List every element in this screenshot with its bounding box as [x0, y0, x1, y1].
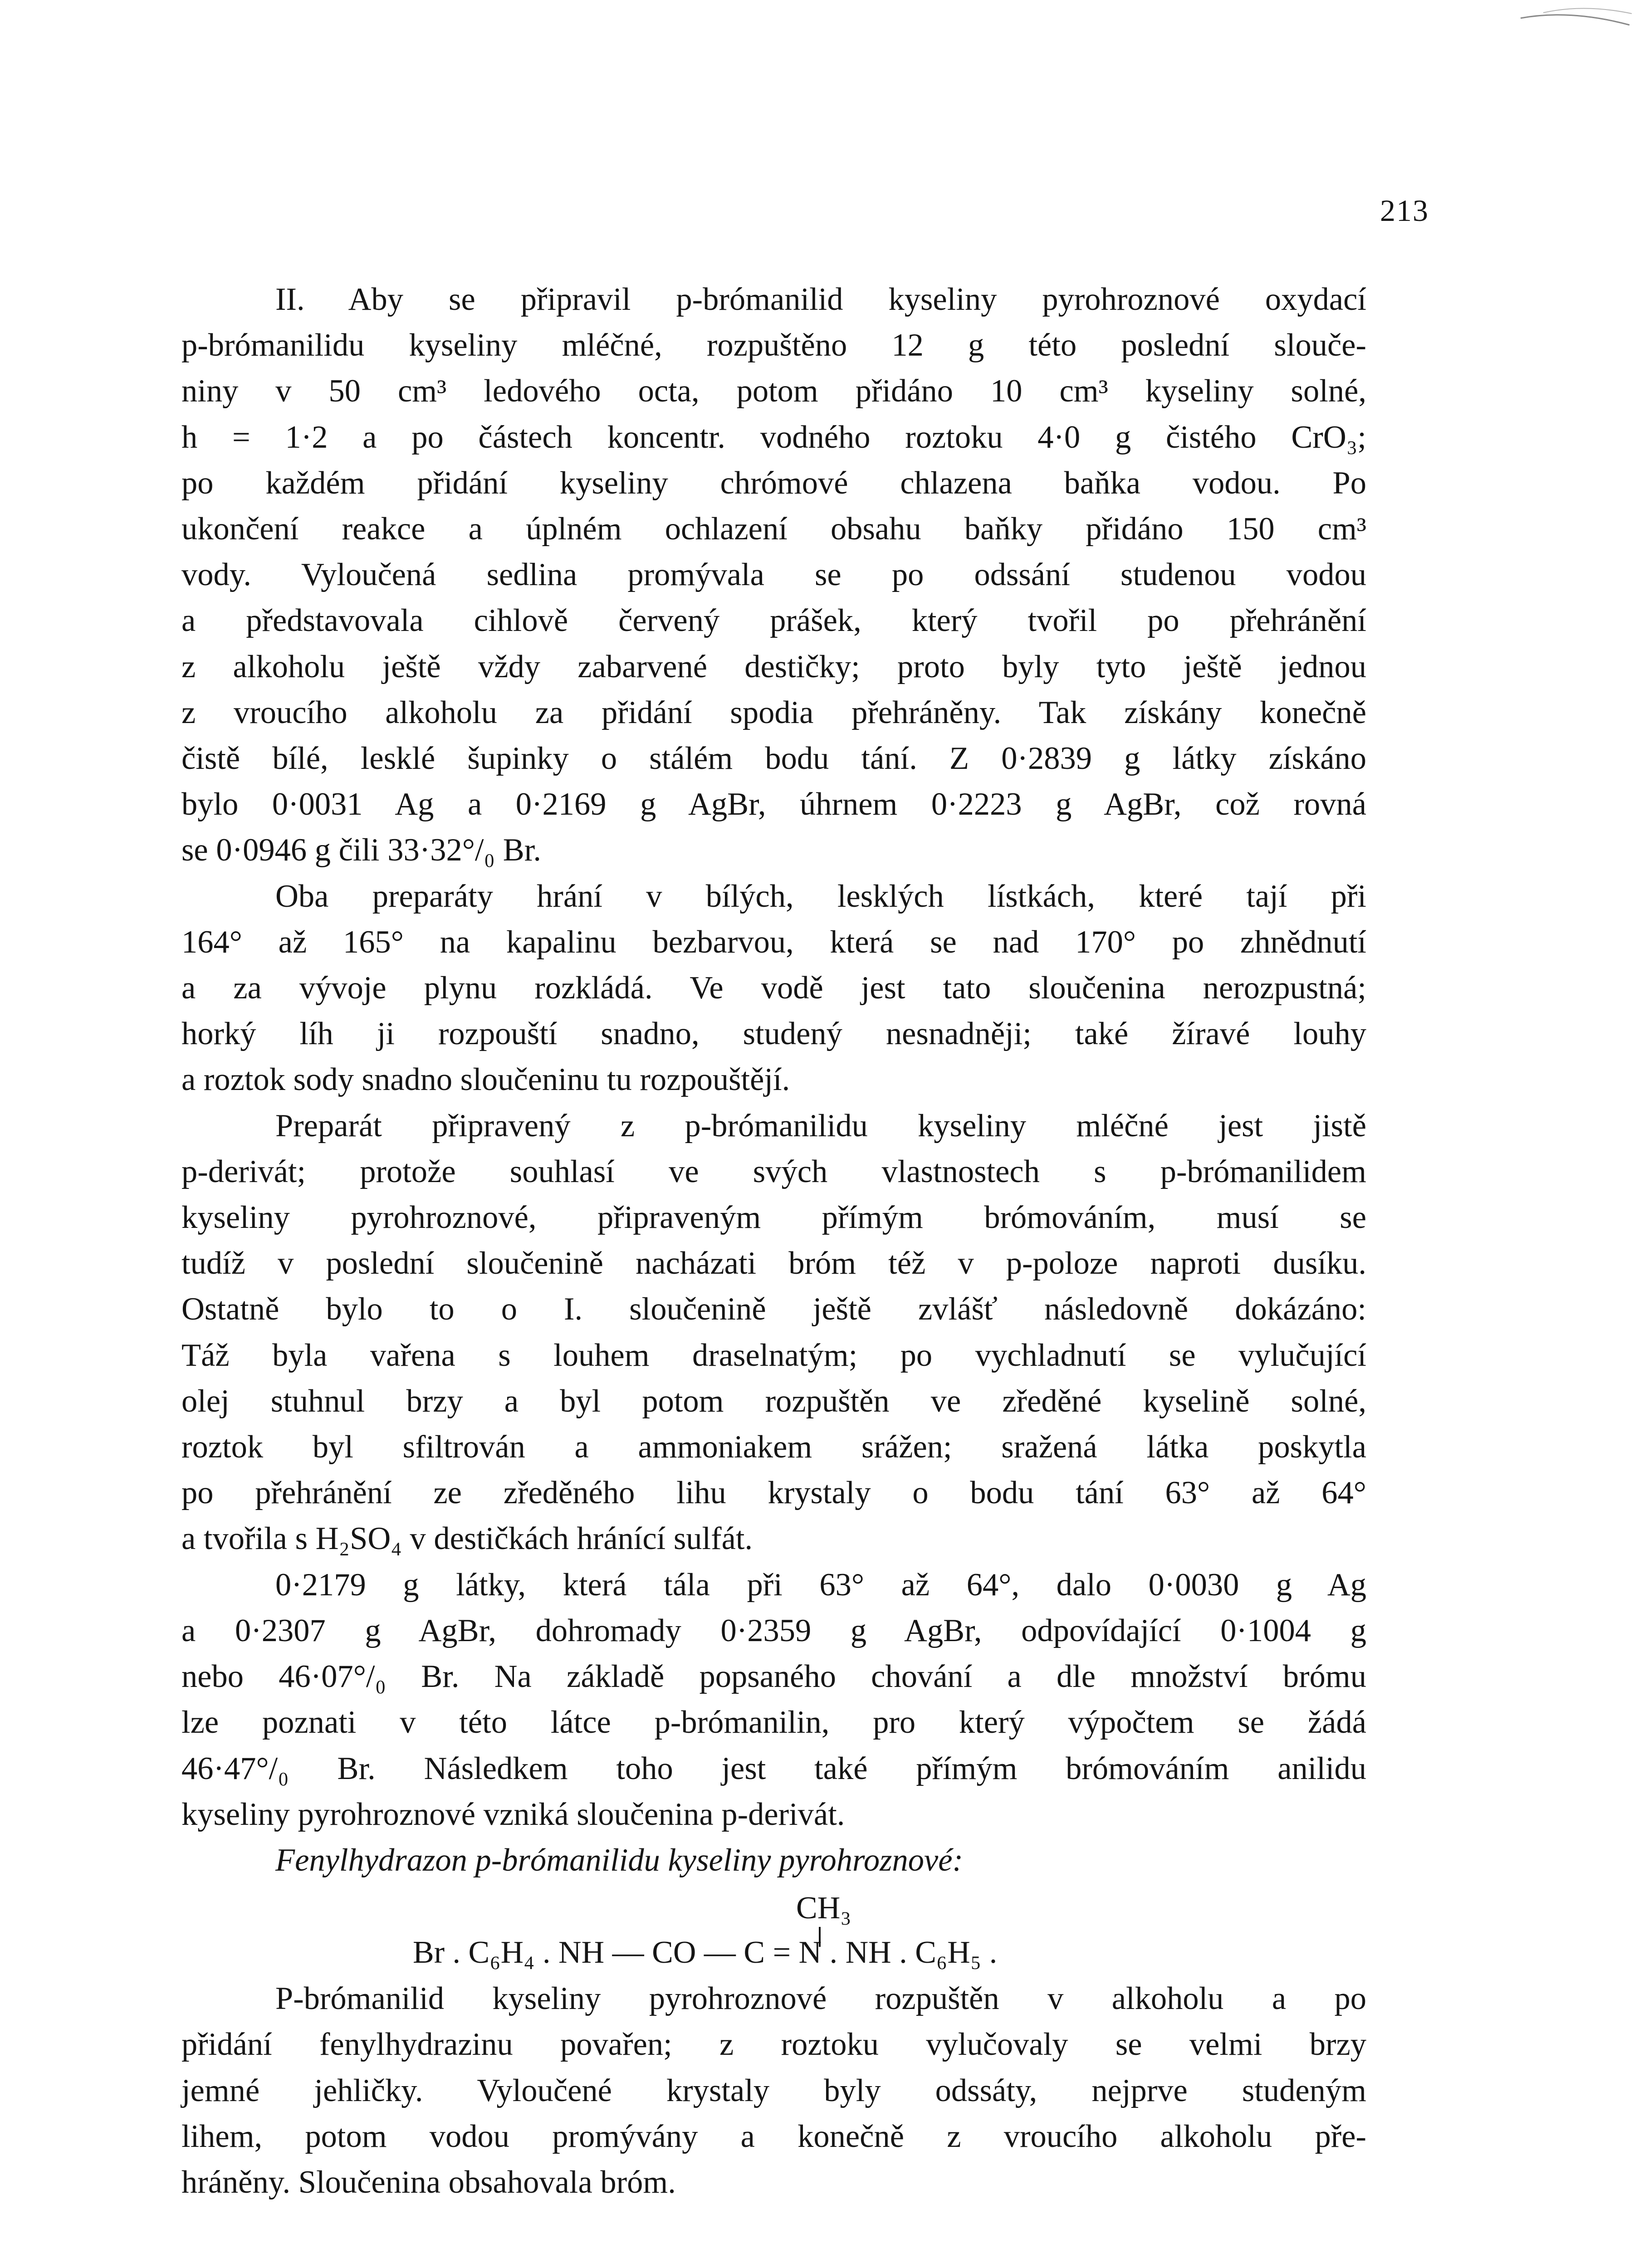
chemical-formula: [181, 1883, 1366, 1976]
section-heading: Fenylhydrazon p-brómanilidu kyseliny pyrohroznové:: [275, 1842, 964, 1878]
paragraph-1: [181, 277, 1366, 874]
text-line: 164° až 165° na kapalinu bezbarvou, která se nad 170° po zhnědnutí: [181, 924, 1366, 960]
text-line: čistě bílé, lesklé šupinky o stálém bodu tání. Z 0·2839 g látky získáno: [181, 741, 1366, 777]
text-line: a 0·2307 g AgBr, dohromady 0·2359 g AgBr, odpovídající 0·1004 g: [181, 1613, 1366, 1648]
text-line: Oba preparáty hrání v bílých, lesklých lístkách, které tají při: [275, 878, 1366, 914]
body-text: [181, 277, 1366, 2205]
text-line: Ostatně bylo to o I. sloučenině ještě zvlášť následovně dokázáno:: [181, 1291, 1366, 1327]
text-line: z vroucího alkoholu za přidání spodia přehráněny. Tak získány konečně: [181, 694, 1366, 730]
text-line: P-brómanilid kyseliny pyrohroznové rozpuštěn v alkoholu a po: [275, 1981, 1366, 2017]
text-line: po každém přidání kyseliny chrómové chlazena baňka vodou. Po: [181, 465, 1366, 501]
text-line: roztok byl sfiltrován a ammoniakem srážen; sražená látka poskytla: [181, 1429, 1366, 1465]
text-line: 46·47°/₀ Br. Následkem toho jest také přímým brómováním anilidu: [181, 1750, 1366, 1786]
text-line: niny v 50 cm³ ledového octa, potom přidáno 10 cm³ kyseliny solné,: [181, 373, 1366, 409]
scan-edge-mark: [1516, 0, 1634, 27]
text-line: vody. Vyloučená sedlina promývala se po odssání studenou vodou: [181, 557, 1366, 593]
text-line: lihem, potom vodou promývány a konečně z vroucího alkoholu pře-: [181, 2118, 1366, 2154]
formula-main: Br . C₆H₄ . NH — CO — C = N . NH . C₆H₅ .: [413, 1935, 998, 1970]
text-line: z alkoholu ještě vždy zabarvené destičky; proto byly tyto ještě jednou: [181, 649, 1366, 684]
text-line: bylo 0·0031 Ag a 0·2169 g AgBr, úhrnem 0·2223 g AgBr, což rovná: [181, 787, 1366, 822]
paragraph-4: [181, 1562, 1366, 1838]
text-line: přidání fenylhydrazinu povařen; z roztoku vylučovaly se velmi brzy: [181, 2027, 1366, 2063]
text-line: Táž byla vařena s louhem draselnatým; po vychladnutí se vylučující: [181, 1337, 1366, 1373]
text-line: h = 1·2 a po částech koncentr. vodného roztoku 4·0 g čistého CrO₃;: [181, 419, 1366, 455]
text-line: ukončení reakce a úplném ochlazení obsahu baňky přidáno 150 cm³: [181, 511, 1366, 547]
text-line: a představovala cihlově červený prášek, který tvořil po přehránění: [181, 603, 1366, 639]
text-line: horký líh ji rozpouští snadno, studený nesnadněji; také žíravé louhy: [181, 1016, 1366, 1052]
paragraph-5: [181, 1976, 1366, 2205]
page-number: 213: [1380, 193, 1429, 228]
text-line: nebo 46·07°/₀ Br. Na základě popsaného chování a dle množství brómu: [181, 1659, 1366, 1695]
text-line: jemné jehličky. Vyloučené krystaly byly odssáty, nejprve studeným: [181, 2072, 1366, 2108]
paragraph-3: [181, 1103, 1366, 1562]
text-line: II. Aby se připravil p-brómanilid kyseliny pyrohroznové oxydací: [275, 282, 1366, 317]
text-line: p-brómanilidu kyseliny mléčné, rozpuštěno 12 g této poslední slouče-: [181, 327, 1366, 363]
text-line: hráněny. Sloučenina obsahovala bróm.: [181, 2164, 676, 2200]
text-line: a roztok sody snadno sloučeninu tu rozpouštějí.: [181, 1062, 790, 1098]
text-line: Preparát připravený z p-brómanilidu kyseliny mléčné jest jistě: [275, 1108, 1366, 1144]
text-line: po přehránění ze zředěného lihu krystaly o bodu tání 63° až 64°: [181, 1475, 1366, 1511]
text-line: a za vývoje plynu rozkládá. Ve vodě jest tato sloučenina nerozpustná;: [181, 970, 1366, 1006]
paragraph-2: [181, 874, 1366, 1103]
text-line: lze poznati v této látce p-brómanilin, pro který výpočtem se žádá: [181, 1705, 1366, 1740]
text-line: p-derivát; protože souhlasí ve svých vlastnostech s p-brómanilidem: [181, 1154, 1366, 1189]
text-line: a tvořila s H₂SO₄ v destičkách hránící sulfát.: [181, 1521, 753, 1557]
text-line: kyseliny pyrohroznové, připraveným přímým brómováním, musí se: [181, 1200, 1366, 1236]
text-line: se 0·0946 g čili 33·32°/₀ Br.: [181, 832, 541, 868]
text-line: kyseliny pyrohroznové vzniká sloučenina p-derivát.: [181, 1796, 845, 1832]
formula-substituent: CH₃: [796, 1891, 851, 1926]
text-line: olej stuhnul brzy a byl potom rozpuštěn ve zředěné kyselině solné,: [181, 1383, 1366, 1419]
text-line: tudíž v poslední sloučenině nacházati bróm též v p-poloze naproti dusíku.: [181, 1246, 1366, 1281]
text-line: 0·2179 g látky, která tála při 63° až 64°, dalo 0·0030 g Ag: [275, 1567, 1366, 1603]
